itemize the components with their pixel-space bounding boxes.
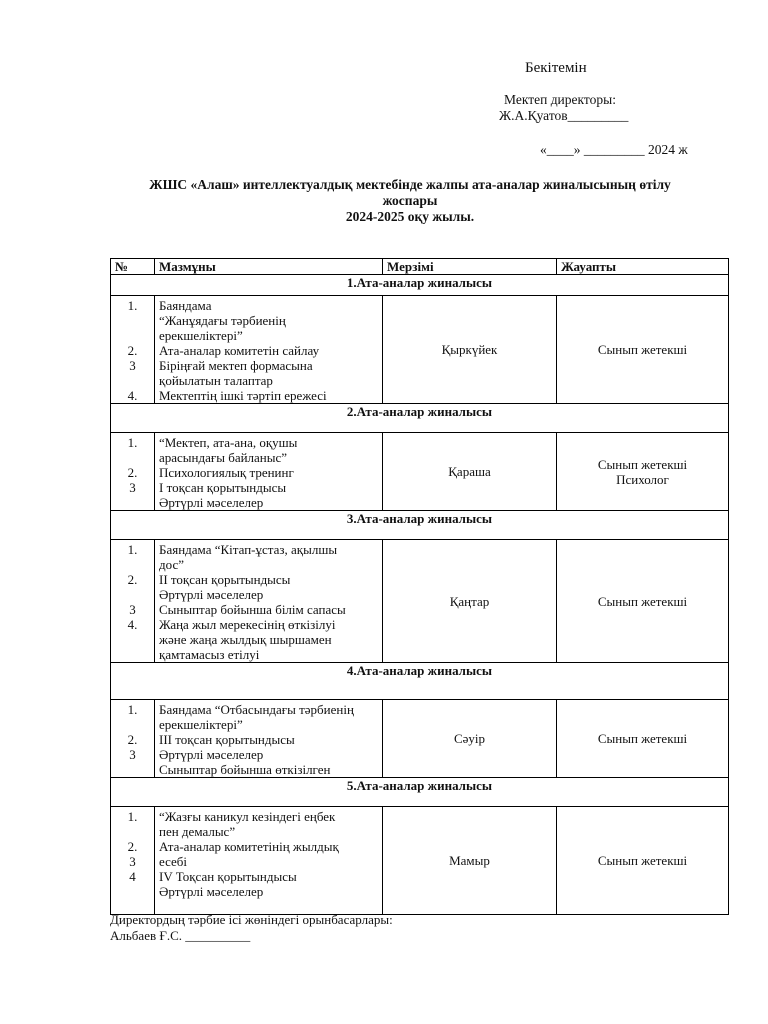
item-contents — [155, 433, 383, 511]
responsible-persons — [557, 540, 729, 663]
item-content-line: ІІ тоқсан қорытындысы — [159, 572, 291, 587]
item-content-line: Әртүрлі мәселелер — [159, 587, 264, 602]
section-header-row — [111, 778, 729, 807]
item-number — [111, 762, 154, 777]
responsible-person: Сынып жетекші — [597, 456, 688, 472]
document-title-line3: 2024-2025 оқу жылы. — [345, 209, 475, 224]
item-numbers — [111, 296, 155, 404]
meeting-term: Сәуір — [383, 700, 557, 778]
item-content-line: арасындағы байланыс” — [159, 450, 288, 465]
item-number — [111, 647, 154, 662]
responsible-person: Сынып жетекші — [597, 731, 688, 746]
table-row — [111, 807, 729, 915]
item-number — [111, 824, 154, 839]
meeting-term: Мамыр — [383, 807, 557, 915]
header-number: № — [111, 259, 155, 275]
item-content-line: Әртүрлі мәселелер — [159, 495, 264, 510]
item-content-line: Сыныптар бойынша білім сапасы — [159, 602, 346, 617]
footer-deputy-name: Альбаев Ғ.С. __________ — [110, 928, 251, 943]
item-content-line: Баяндама “Кітап-ұстаз, ақылшы — [159, 542, 338, 557]
meeting-term: Қыркүйек — [383, 296, 557, 404]
approval-title: Бекітемін — [525, 60, 587, 76]
item-number — [111, 373, 154, 388]
item-content-line: “Жазғы каникул кезіндегі еңбек — [159, 809, 336, 824]
section-title: 3.Ата-аналар жиналысы — [111, 511, 729, 540]
document-title — [100, 177, 720, 225]
table-row — [111, 540, 729, 663]
item-content-line: ІV Тоқсан қорытындысы — [159, 869, 297, 884]
item-content-line: ІІІ тоқсан қорытындысы — [159, 732, 295, 747]
footer-deputy-label: Директордың тәрбие ісі жөніндегі орынбасарлары: — [110, 912, 393, 927]
item-content-line: “Жанұядағы тәрбиенің — [159, 313, 286, 328]
item-content-line: дос” — [159, 557, 184, 572]
responsible-persons — [557, 433, 729, 511]
item-number — [111, 557, 154, 572]
item-number — [111, 495, 154, 510]
item-number: 2. — [127, 465, 138, 480]
responsible-persons — [557, 807, 729, 915]
item-number: 4. — [127, 617, 138, 632]
item-number — [111, 587, 154, 602]
responsible-persons — [557, 700, 729, 778]
approval-director-name: Ж.А.Қуатов_________ — [499, 108, 629, 123]
item-number: 1. — [127, 702, 138, 717]
item-number — [111, 450, 154, 465]
item-content-line: Баяндама “Отбасындағы тәрбиенің — [159, 702, 354, 717]
item-content-line: Баяндама — [159, 298, 212, 313]
item-number: 2. — [127, 839, 138, 854]
header-term: Мерзімі — [383, 259, 557, 275]
item-number — [111, 717, 154, 732]
table-row — [111, 296, 729, 404]
item-content-line: қойылатын талаптар — [159, 373, 273, 388]
header-content: Мазмұны — [155, 259, 383, 275]
item-contents — [155, 807, 383, 915]
item-number: 2. — [127, 572, 138, 587]
item-numbers — [111, 540, 155, 663]
item-content-line: пен демалыс” — [159, 824, 236, 839]
section-title: 2.Ата-аналар жиналысы — [111, 404, 729, 433]
item-number: 2. — [127, 343, 138, 358]
meeting-term: Қараша — [383, 433, 557, 511]
table-row — [111, 700, 729, 778]
responsible-person: Сынып жетекші — [597, 853, 688, 868]
responsible-persons — [557, 296, 729, 404]
item-numbers — [111, 433, 155, 511]
item-number: 3 — [129, 358, 136, 373]
item-content-line: Мектептің ішкі тәртіп ережесі — [159, 388, 327, 403]
section-header-row — [111, 404, 729, 433]
responsible-person: Сынып жетекші — [597, 342, 688, 357]
item-content-line: І тоқсан қорытындысы — [159, 480, 287, 495]
item-number: 3 — [129, 480, 136, 495]
item-contents — [155, 540, 383, 663]
section-title: 5.Ата-аналар жиналысы — [111, 778, 729, 807]
item-content-line: Ата-аналар комитетін сайлау — [159, 343, 320, 358]
meeting-plan-table — [110, 258, 729, 915]
section-title: 1.Ата-аналар жиналысы — [111, 275, 729, 296]
item-number: 1. — [127, 809, 138, 824]
approval-date: «____» _________ 2024 ж — [540, 142, 688, 157]
item-number: 3 — [129, 747, 136, 762]
header-responsible: Жауапты — [557, 259, 729, 275]
item-number: 1. — [127, 435, 138, 450]
item-numbers — [111, 700, 155, 778]
section-title: 4.Ата-аналар жиналысы — [111, 663, 729, 700]
item-content-line: Жаңа жыл мерекесінің өткізілуі — [159, 617, 336, 632]
item-content-line: Ата-аналар комитетінің жылдық — [159, 839, 339, 854]
item-number — [111, 313, 154, 328]
section-header-row — [111, 511, 729, 540]
document-title-line1: ЖШС «Алаш» интеллектуалдық мектебінде жалпы ата-аналар жиналысының өтілу — [149, 177, 671, 192]
responsible-person: Психолог — [616, 471, 669, 487]
item-content-line: “Мектеп, ата-ана, оқушы — [159, 435, 298, 450]
item-content-line: қамтамасыз етілуі — [159, 647, 260, 662]
item-number: 4 — [129, 869, 136, 884]
item-number — [111, 632, 154, 647]
item-number — [111, 328, 154, 343]
item-content-line: Біріңғай мектеп формасына — [159, 358, 313, 373]
item-contents — [155, 700, 383, 778]
responsible-person: Сынып жетекші — [597, 593, 688, 609]
item-number: 3 — [129, 602, 136, 617]
approval-director-label: Мектеп директоры: — [504, 92, 616, 107]
item-content-line: есебі — [159, 854, 188, 869]
item-number: 4. — [127, 388, 138, 403]
item-content-line: Сыныптар бойынша өткізілген — [159, 762, 331, 777]
item-content-line: Әртүрлі мәселелер — [159, 747, 264, 762]
document-title-line2: жоспары — [382, 193, 438, 208]
item-content-line: ерекшеліктері” — [159, 717, 243, 732]
item-content-line: ерекшеліктері” — [159, 328, 243, 343]
item-content-line: Әртүрлі мәселелер — [159, 884, 264, 899]
item-number: 3 — [129, 854, 136, 869]
item-content-line: және жаңа жылдық шыршамен — [159, 632, 332, 647]
item-number: 1. — [127, 542, 138, 557]
table-header-row — [111, 259, 729, 275]
item-number: 2. — [127, 732, 138, 747]
item-number: 1. — [127, 298, 138, 313]
item-contents — [155, 296, 383, 404]
item-content-line: Психологиялық тренинг — [159, 465, 294, 480]
item-numbers — [111, 807, 155, 915]
section-header-row — [111, 275, 729, 296]
table-row — [111, 433, 729, 511]
meeting-term: Қаңтар — [383, 540, 557, 663]
section-header-row — [111, 663, 729, 700]
